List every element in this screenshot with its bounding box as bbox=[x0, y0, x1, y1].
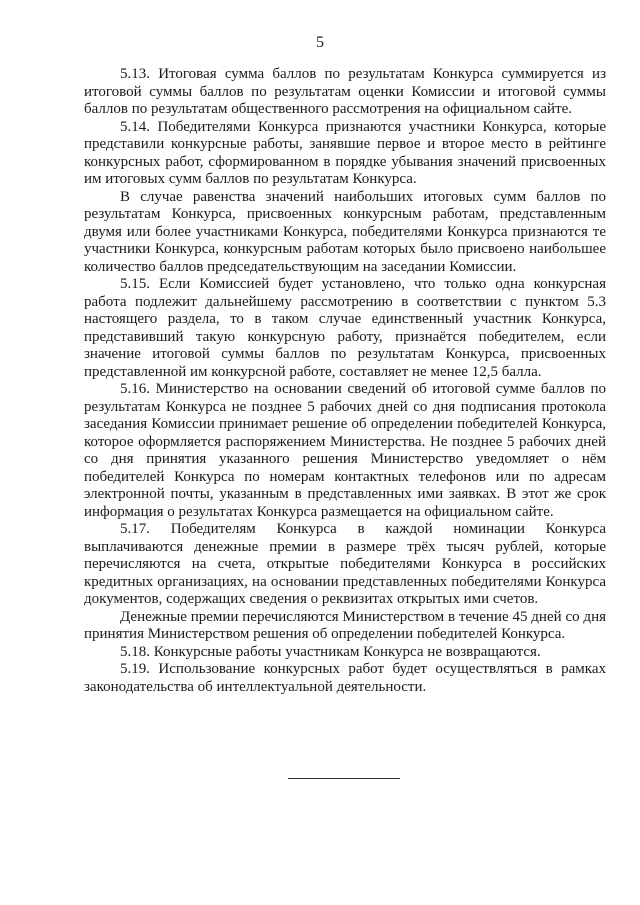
paragraph-5-16: 5.16. Министерство на основании сведений об итоговой сумме баллов по результатам Конкурса не позднее 5 рабочих дней со дня подписания протокола заседания Комиссии принимает решение об определении победителей Конкурса, которое оформляется распоряжением Министерства. Не позднее 5 рабочих дней со дня принятия указанного решения Министерство уведомляет о нём победителей Конкурса по номерам контактных телефонов или по адресам электронной почты, указанным в представленных ими заявках. В этот же срок информация о результатах Конкурса размещается на официальном сайте. bbox=[84, 381, 606, 520]
paragraph-5-13: 5.13. Итоговая сумма баллов по результатам Конкурса суммируется из итоговой суммы баллов по результатам оценки Комиссии и итоговой суммы баллов по результатам общественного рассмотрения на официальном сайте. bbox=[84, 66, 606, 117]
paragraph-5-19: 5.19. Использование конкурсных работ будет осуществляться в рамках законодательства об интеллектуальной деятельности. bbox=[84, 661, 606, 695]
paragraph-5-17: 5.17. Победителям Конкурса в каждой номинации Конкурса выплачиваются денежные премии в размере трёх тысяч рублей, которые перечисляются на счета, открытые победителями Конкурса в российских кредитных организациях, на основании представленных победителями Конкурса документов, содержащих сведения о реквизитах открытых ими счетов. bbox=[84, 521, 606, 607]
paragraph-5-17-transfer: Денежные премии перечисляются Министерством в течение 45 дней со дня принятия Министерством решения об определении победителей Конкурса. bbox=[84, 608, 606, 642]
paragraph-5-14: 5.14. Победителями Конкурса признаются участники Конкурса, которые представили конкурсные работы, занявшие первое и второе место в рейтинге конкурсных работ, сформированном в порядке убывания значений присвоенных им итоговых сумм баллов по результатам Конкурса. bbox=[84, 118, 606, 187]
document-body bbox=[84, 66, 606, 696]
end-separator-line bbox=[288, 778, 400, 779]
paragraph-5-14-tie-rule: В случае равенства значений наибольших итоговых сумм баллов по результатам Конкурса, присвоенных конкурсным работам, представленным двумя или более участниками Конкурса, победителями Конкурса признаются те участники Конкурса, конкурсным работам которых было присвоено наибольшее количество баллов председательствующим на заседании Комиссии. bbox=[84, 188, 606, 275]
paragraph-5-18: 5.18. Конкурсные работы участникам Конкурса не возвращаются. bbox=[120, 643, 541, 660]
page-number: 5 bbox=[316, 34, 324, 51]
paragraph-5-15: 5.15. Если Комиссией будет установлено, что только одна конкурсная работа подлежит дальнейшему рассмотрению в соответствии с пунктом 5.3 настоящего раздела, то в таком случае единственный участник Конкурса, представивший такую конкурсную работу, признаётся победителем, если значение итоговой суммы баллов по результатам Конкурса, присвоенных представленной им конкурсной работе, составляет не менее 12,5 балла. bbox=[84, 276, 606, 380]
